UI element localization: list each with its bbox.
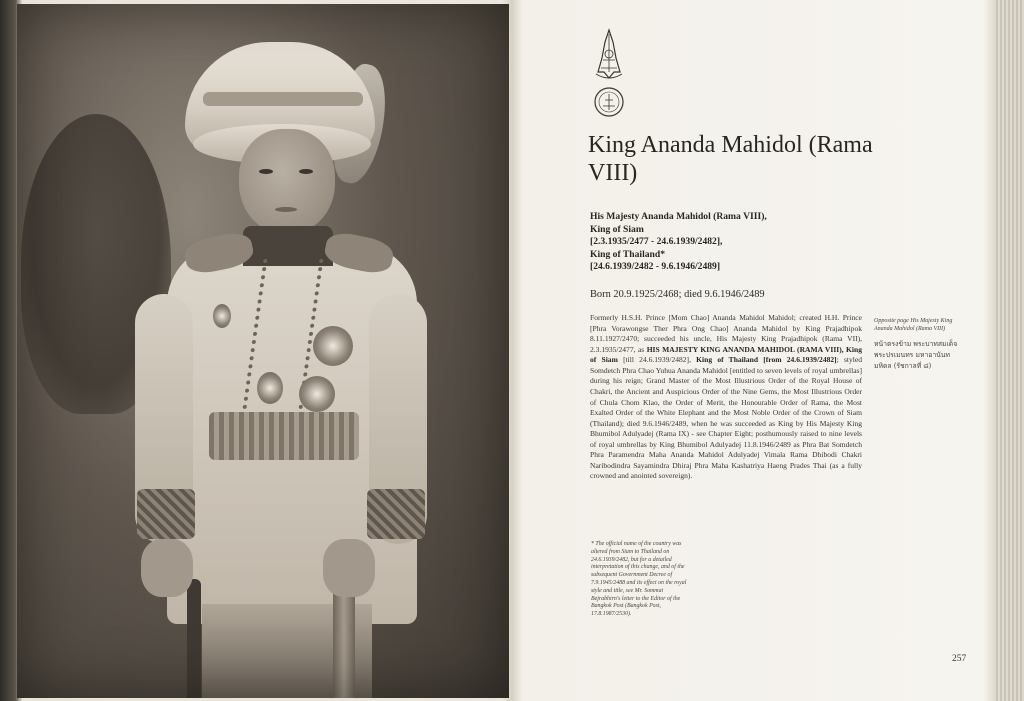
style-line: [24.6.1939/2482 - 9.6.1946/2489] [590,261,721,273]
right-cuff [367,489,425,539]
body-bold: King of Thailand [from 24.6.1939/2482] [696,355,837,365]
biography-paragraph [590,313,862,482]
medal-star-lower [299,376,335,412]
style-line: King of Siam [590,223,644,235]
body-text: Formerly H.S.H. Prince [Mom Chao] Ananda Mahidol Mahidol; created H.H. Prince [Phra Vorawongse Ther Phra Ong Chao] Ananda Mahidol by King Prajadhipok 8.11.1927/2470; succeeded his uncle, His Majesty King Prajadhipok (Rama VII), 2.3.1935/2477, as [590,313,862,354]
body-bold: HIS MAJESTY KING ANANDA MAHIDOL (RAMA VIII), King of Siam [590,344,862,365]
royal-emblem-icon [592,28,626,120]
caption-english: Opposite page His Majesty King Ananda Mahidol (Rama VIII) [874,318,953,332]
style-line: [2.3.1935/2477 - 24.6.1939/2482], [590,236,723,248]
face [239,129,335,234]
walking-cane [187,579,201,698]
margin-caption [874,317,966,372]
right-hand [323,539,375,597]
medal-star-upper [313,326,353,366]
medal-small [213,304,231,328]
birth-death-dates: Born 20.9.1925/2468; died 9.6.1946/2489 [590,289,765,300]
page-edges [996,0,1024,701]
left-hand [141,539,193,597]
style-line: His Majesty Ananda Mahidol (Rama VIII), [590,211,767,222]
helmet-band [203,92,363,106]
right-eye [299,169,313,174]
pendant-badge [257,372,283,404]
style-line: King of Thailand* [590,248,666,260]
page-number: 257 [952,654,967,664]
embroidered-belt [209,412,359,460]
body-text: [till 24.6.1939/2482], [617,355,697,365]
left-cuff [137,489,195,539]
page-title: King Ananda Mahidol (Rama VIII) [588,132,873,186]
body-text: ; styled Somdetch Phra Chao Yuhua Ananda Mahidol [entitled to seven levels of royal umbrellas] during his reign; Grand Master of the Most Illustrious Order of the Royal House of Chakri, the Ancient and Auspicious Order of the Nine Gems, the Most Illustrious Order of Chula Chom Klao, the Order of Merit, the Honourable Order of Rama, the Most Exalted Order of the White Elephant and the Most Noble Order of the Crown of Siam (Thailand); died 9.6.1946/2489, when he was succeeded as King by His Majesty King Bhumibol Adulyadej (Rama IX) - see Chapter Eight; posthumously raised to nine levels of royal umbrellas by King Bhumibol Adulyadej 11.8.1946/2489 as Phra Bat Somdetch Phra Paramendra Maha Ananda Mahidol Adulyadej Vimala Rama Dhibodi Chakri Naribodindra Sayamindra Dhiraj Phra Maha Kashatriya Haeng Prades Thai (as a fully crowned and anointed sovereign). [590,355,862,481]
portrait-photograph [17,4,509,698]
caption-thai: หน้าตรงข้าม พระบาทสมเด็จพระปรเมนทร มหาอานันทมหิดล (รัชกาลที่ ๘) [874,340,958,370]
royal-styles [590,211,830,274]
mouth [275,207,297,212]
left-eye [259,169,273,174]
footnote: * The official name of the country was altered from Siam to Thailand on 24.6.1939/2482, but for a detailed interpretation of this change, and of the subsequent Government Decree of 7.9.1945/2488 and its effect on the royal style and title, see Mr. Sommai Bejrabhirn's letter to the Editor of the Bangkok Post (Bangkok Post, 17.8.1987/2530). [591,541,687,618]
